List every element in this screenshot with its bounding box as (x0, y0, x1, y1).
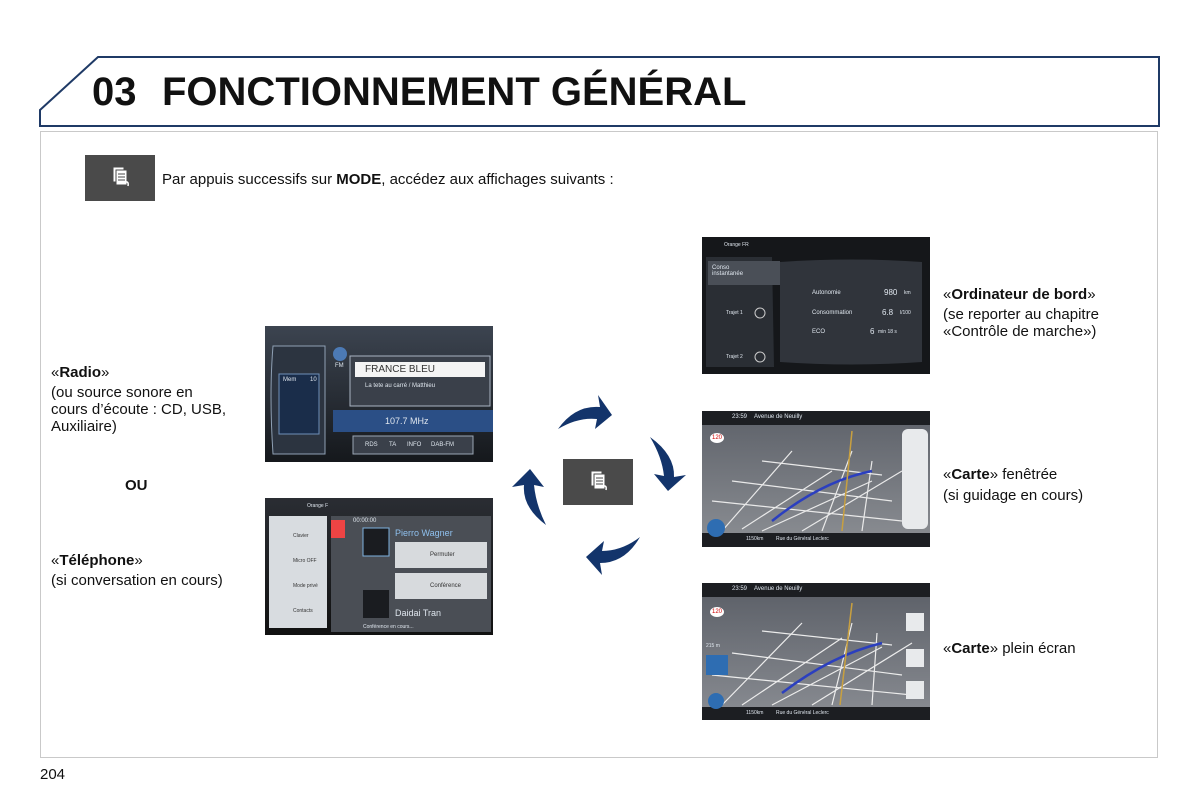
map-window-label: «Carte» fenêtrée (si guidage en cours) (943, 466, 1084, 504)
page-number: 204 (40, 766, 66, 783)
phone-menu-keypad[interactable]: Clavier (293, 533, 309, 539)
mode-icon (85, 155, 155, 201)
or-separator: OU (125, 477, 148, 494)
map-full-street-bottom: Rue du Général Leclerc (776, 710, 829, 716)
radio-button-rds[interactable]: RDS (365, 442, 378, 448)
phone-conference-button[interactable]: Conférence (430, 583, 462, 589)
phone-swap-button[interactable]: Permuter (430, 552, 455, 558)
radio-screen (265, 326, 493, 462)
trip-row-value: 980 (884, 288, 898, 297)
radio-frequency: 107.7 MHz (385, 416, 429, 426)
trip-row-label: Autonomie (812, 290, 841, 296)
map-window-street-bottom: Rue du Général Leclerc (776, 536, 829, 542)
trip-row-label: Consommation (812, 310, 853, 316)
map-window-time: 23:59 (732, 414, 748, 420)
map-fullscreen-label: «Carte» plein écran (943, 640, 1076, 657)
trip-operator: Orange FR (724, 242, 749, 248)
trip-row-unit: l/100 (900, 310, 911, 316)
radio-button-ta[interactable]: TA (389, 442, 397, 448)
telephone-screen (265, 498, 493, 635)
trip-tab-1[interactable]: Trajet 1 (726, 310, 743, 316)
map-window-street-top: Avenue de Neuilly (754, 414, 803, 420)
trip-row-unit: min 18 s (878, 329, 897, 335)
phone-menu-micro[interactable]: Micro OFF (293, 558, 317, 564)
radio-program: La tete au carré / Matthieu (365, 383, 436, 389)
radio-label: «Radio» (ou source sonore en cours d’écoute : CD, USB, Auxiliaire) (51, 364, 227, 435)
radio-band: FM (335, 363, 344, 369)
trip-tab-instant[interactable]: Conso instantanée (712, 265, 744, 277)
trip-computer-screen (702, 237, 930, 374)
map-full-turn-distance: 215 m (706, 643, 720, 649)
trip-row-label: ECO (812, 329, 826, 335)
chapter-number: 03 (92, 70, 137, 114)
radio-memory-value: 10 (310, 377, 317, 383)
phone-menu-contacts[interactable]: Contacts (293, 608, 313, 614)
map-window-screen (702, 411, 930, 547)
trip-row-unit: km (904, 290, 911, 296)
arrow-top-icon (558, 395, 612, 429)
phone-operator: Orange F (307, 503, 329, 509)
telephone-label: «Téléphone» (si conversation en cours) (51, 552, 223, 589)
arrow-right-icon (650, 437, 686, 491)
phone-caller: Pierro Wagner (395, 528, 453, 538)
map-window-distance: 1150km (746, 536, 764, 542)
map-full-street-top: Avenue de Neuilly (754, 586, 803, 592)
map-window-speed-limit: 120 (712, 435, 723, 441)
radio-button-dab[interactable]: DAB-FM (431, 442, 454, 448)
trip-row-value: 6.8 (882, 308, 894, 317)
map-fullscreen-screen (702, 583, 930, 720)
map-full-speed-limit: 120 (712, 609, 723, 615)
radio-memory-label: Mem (283, 377, 297, 383)
cycle-arrows (500, 385, 700, 585)
mode-button[interactable] (85, 155, 155, 201)
chapter-title: FONCTIONNEMENT GÉNÉRAL (162, 70, 747, 114)
phone-status: Conférence en cours... (363, 624, 414, 630)
phone-menu-private[interactable]: Mode privé (293, 583, 318, 589)
arrow-bottom-icon (586, 537, 640, 575)
phone-timer: 00:00:00 (353, 518, 377, 524)
radio-station-name: FRANCE BLEU (365, 364, 436, 375)
phone-second-caller: Daidai Tran (395, 608, 442, 618)
arrow-left-icon (512, 469, 546, 525)
map-full-distance: 1150km (746, 710, 764, 716)
trip-tab-2[interactable]: Trajet 2 (726, 354, 743, 360)
map-full-time: 23:59 (732, 586, 748, 592)
trip-row-value: 6 (870, 327, 875, 336)
intro-text: Par appuis successifs sur MODE, accédez aux affichages suivants : (162, 171, 614, 188)
radio-button-info[interactable]: INFO (407, 442, 422, 448)
trip-computer-label: «Ordinateur de bord» (se reporter au chapitre «Contrôle de marche») (943, 286, 1099, 340)
